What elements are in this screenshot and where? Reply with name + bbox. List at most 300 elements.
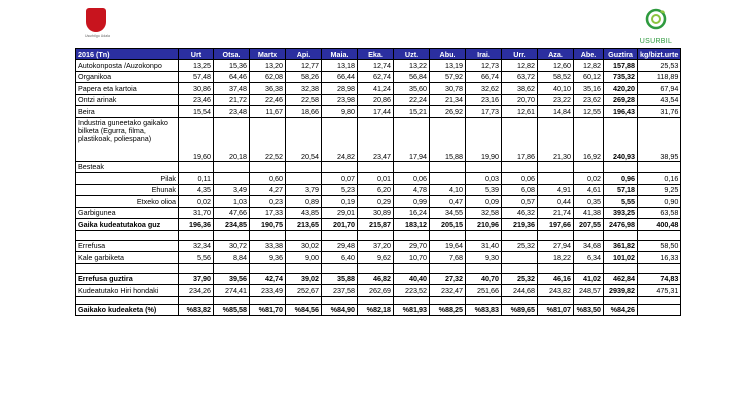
month-cell: 12,61 — [502, 106, 538, 118]
month-cell: 29,48 — [322, 240, 358, 252]
month-cell — [322, 263, 358, 273]
month-cell: 215,87 — [358, 219, 394, 231]
row-label — [76, 230, 179, 240]
table-row — [76, 161, 681, 173]
column-header: Irai. — [466, 49, 502, 60]
month-cell — [286, 263, 322, 273]
leaf-ring-icon — [645, 8, 667, 30]
month-cell: 26,92 — [430, 106, 466, 118]
column-header: kg/bizt.urte — [638, 49, 681, 60]
month-cell — [214, 296, 250, 304]
month-cell: 37,90 — [179, 273, 214, 285]
month-cell: 36,38 — [250, 83, 286, 95]
month-cell: %82,18 — [358, 304, 394, 316]
month-cell: 0,60 — [250, 173, 286, 185]
table-row — [76, 207, 681, 219]
month-cell: 20,70 — [502, 94, 538, 106]
month-cell: 233,49 — [250, 285, 286, 297]
month-cell — [502, 161, 538, 173]
total-cell — [604, 230, 638, 240]
month-cell — [502, 230, 538, 240]
month-cell — [502, 252, 538, 264]
month-cell: 21,30 — [538, 117, 574, 161]
month-cell: 9,62 — [358, 252, 394, 264]
month-cell: 42,74 — [250, 273, 286, 285]
table-header-row — [76, 49, 681, 60]
month-cell: 56,84 — [394, 71, 430, 83]
total-cell: 393,25 — [604, 207, 638, 219]
month-cell: 23,46 — [179, 94, 214, 106]
month-cell: 58,52 — [538, 71, 574, 83]
month-cell: 25,32 — [502, 273, 538, 285]
month-cell: 9,00 — [286, 252, 322, 264]
row-label: Gaikako kudeaketa (%) — [76, 304, 179, 316]
month-cell: 27,32 — [430, 273, 466, 285]
month-cell: 11,67 — [250, 106, 286, 118]
total-cell: 361,82 — [604, 240, 638, 252]
month-cell — [538, 230, 574, 240]
month-cell: 8,84 — [214, 252, 250, 264]
month-cell: 40,70 — [466, 273, 502, 285]
month-cell — [466, 296, 502, 304]
month-cell: 0,02 — [574, 173, 604, 185]
month-cell: 18,66 — [286, 106, 322, 118]
month-cell: 20,86 — [358, 94, 394, 106]
per-capita-cell: 63,58 — [638, 207, 681, 219]
column-header: Uzt. — [394, 49, 430, 60]
per-capita-cell: 25,53 — [638, 60, 681, 72]
month-cell: 3,79 — [286, 184, 322, 196]
per-capita-cell: 118,89 — [638, 71, 681, 83]
month-cell: 31,40 — [466, 240, 502, 252]
month-cell: 32,38 — [286, 83, 322, 95]
month-cell — [179, 230, 214, 240]
month-cell — [466, 230, 502, 240]
month-cell: 7,68 — [430, 252, 466, 264]
month-cell: 27,94 — [538, 240, 574, 252]
month-cell: 17,73 — [466, 106, 502, 118]
month-cell: 0,07 — [322, 173, 358, 185]
month-cell: 210,96 — [466, 219, 502, 231]
row-label: Autokonposta /Auzokonpo — [76, 60, 179, 72]
per-capita-cell: 475,31 — [638, 285, 681, 297]
month-cell: 29,01 — [322, 207, 358, 219]
month-cell — [430, 263, 466, 273]
month-cell: 17,33 — [250, 207, 286, 219]
month-cell: 5,56 — [179, 252, 214, 264]
month-cell: 13,19 — [430, 60, 466, 72]
month-cell: 252,67 — [286, 285, 322, 297]
row-label: Kale garbiketa — [76, 252, 179, 264]
table-row — [76, 117, 681, 161]
month-cell: 34,55 — [430, 207, 466, 219]
table-row — [76, 230, 681, 240]
month-cell: 66,74 — [466, 71, 502, 83]
month-cell: 0,06 — [502, 173, 538, 185]
month-cell — [322, 161, 358, 173]
per-capita-cell: 31,76 — [638, 106, 681, 118]
month-cell — [214, 230, 250, 240]
month-cell: 39,56 — [214, 273, 250, 285]
total-cell: 462,84 — [604, 273, 638, 285]
month-cell: 66,44 — [322, 71, 358, 83]
total-cell: 420,20 — [604, 83, 638, 95]
month-cell: 35,16 — [574, 83, 604, 95]
row-label — [76, 263, 179, 273]
month-cell — [322, 296, 358, 304]
per-capita-cell: 0,90 — [638, 196, 681, 208]
month-cell: 205,15 — [430, 219, 466, 231]
month-cell: 37,20 — [358, 240, 394, 252]
month-cell: 12,77 — [286, 60, 322, 72]
per-capita-cell: 43,54 — [638, 94, 681, 106]
month-cell: 190,75 — [250, 219, 286, 231]
table-row — [76, 219, 681, 231]
total-cell: 196,43 — [604, 106, 638, 118]
month-cell: 0,01 — [358, 173, 394, 185]
month-cell — [430, 230, 466, 240]
month-cell: %84,90 — [322, 304, 358, 316]
row-label: Ehunak — [76, 184, 179, 196]
month-cell: 35,60 — [394, 83, 430, 95]
month-cell: 207,55 — [574, 219, 604, 231]
month-cell: 40,10 — [538, 83, 574, 95]
month-cell: 183,12 — [394, 219, 430, 231]
month-cell — [466, 161, 502, 173]
month-cell: 0,03 — [466, 173, 502, 185]
table-row — [76, 71, 681, 83]
waste-statistics-table — [75, 48, 681, 316]
month-cell — [538, 161, 574, 173]
month-cell: 243,82 — [538, 285, 574, 297]
month-cell: %85,58 — [214, 304, 250, 316]
per-capita-cell: 16,33 — [638, 252, 681, 264]
month-cell: %88,25 — [430, 304, 466, 316]
month-cell: %84,56 — [286, 304, 322, 316]
month-cell — [179, 161, 214, 173]
month-cell — [179, 296, 214, 304]
per-capita-cell — [638, 161, 681, 173]
month-cell — [538, 173, 574, 185]
per-capita-cell — [638, 304, 681, 316]
month-cell: 12,82 — [502, 60, 538, 72]
month-cell: 28,98 — [322, 83, 358, 95]
month-cell: 13,22 — [394, 60, 430, 72]
month-cell: 41,38 — [574, 207, 604, 219]
month-cell: 3,49 — [214, 184, 250, 196]
per-capita-cell: 400,48 — [638, 219, 681, 231]
row-label: Gaika kudeatutakoa guz — [76, 219, 179, 231]
month-cell: 31,70 — [179, 207, 214, 219]
month-cell: 0,89 — [286, 196, 322, 208]
total-cell: 57,18 — [604, 184, 638, 196]
month-cell: 15,36 — [214, 60, 250, 72]
month-cell: 16,24 — [394, 207, 430, 219]
row-label: Pilak — [76, 173, 179, 185]
month-cell: 60,12 — [574, 71, 604, 83]
month-cell: 21,34 — [430, 94, 466, 106]
table-row — [76, 296, 681, 304]
month-cell: 32,62 — [466, 83, 502, 95]
total-cell: 2939,82 — [604, 285, 638, 297]
month-cell: 232,47 — [430, 285, 466, 297]
month-cell: 237,58 — [322, 285, 358, 297]
month-cell: 33,38 — [250, 240, 286, 252]
month-cell — [394, 263, 430, 273]
month-cell: 4,35 — [179, 184, 214, 196]
month-cell — [574, 230, 604, 240]
month-cell: 41,24 — [358, 83, 394, 95]
month-cell: 46,16 — [538, 273, 574, 285]
month-cell: 6,20 — [358, 184, 394, 196]
month-cell: 0,02 — [179, 196, 214, 208]
month-cell — [358, 263, 394, 273]
month-cell: 43,85 — [286, 207, 322, 219]
month-cell: 46,82 — [358, 273, 394, 285]
month-cell: 4,78 — [394, 184, 430, 196]
month-cell: 23,62 — [574, 94, 604, 106]
month-cell: 18,22 — [538, 252, 574, 264]
month-cell: 251,66 — [466, 285, 502, 297]
total-cell: 0,96 — [604, 173, 638, 185]
month-cell: 64,46 — [214, 71, 250, 83]
total-cell — [604, 161, 638, 173]
column-header: Urt — [179, 49, 214, 60]
month-cell: 213,65 — [286, 219, 322, 231]
month-cell: 15,21 — [394, 106, 430, 118]
column-header: Api. — [286, 49, 322, 60]
month-cell: 24,82 — [322, 117, 358, 161]
column-header: Abe. — [574, 49, 604, 60]
month-cell: 262,69 — [358, 285, 394, 297]
table-row — [76, 83, 681, 95]
month-cell: 15,54 — [179, 106, 214, 118]
row-label — [76, 296, 179, 304]
month-cell: %83,83 — [466, 304, 502, 316]
per-capita-cell: 0,16 — [638, 173, 681, 185]
table-row — [76, 285, 681, 297]
row-label: Garbigunea — [76, 207, 179, 219]
table-row — [76, 184, 681, 196]
table-row — [76, 173, 681, 185]
month-cell: 9,36 — [250, 252, 286, 264]
month-cell: 19,60 — [179, 117, 214, 161]
month-cell: 4,91 — [538, 184, 574, 196]
month-cell: 15,88 — [430, 117, 466, 161]
month-cell: 30,86 — [179, 83, 214, 95]
month-cell: 0,06 — [394, 173, 430, 185]
month-cell — [286, 173, 322, 185]
table-row — [76, 263, 681, 273]
month-cell — [286, 230, 322, 240]
month-cell: 21,74 — [538, 207, 574, 219]
month-cell: 0,19 — [322, 196, 358, 208]
month-cell — [538, 263, 574, 273]
total-cell: 5,55 — [604, 196, 638, 208]
month-cell: 9,80 — [322, 106, 358, 118]
month-cell: 0,44 — [538, 196, 574, 208]
table-row — [76, 240, 681, 252]
month-cell — [394, 296, 430, 304]
month-cell — [250, 296, 286, 304]
row-label: Papera eta kartoia — [76, 83, 179, 95]
per-capita-cell: 67,94 — [638, 83, 681, 95]
month-cell: 12,73 — [466, 60, 502, 72]
month-cell — [214, 161, 250, 173]
month-cell: 19,64 — [430, 240, 466, 252]
month-cell: %81,93 — [394, 304, 430, 316]
month-cell: 0,11 — [179, 173, 214, 185]
month-cell: 62,08 — [250, 71, 286, 83]
month-cell — [286, 161, 322, 173]
month-cell: 0,99 — [394, 196, 430, 208]
row-label: Besteak — [76, 161, 179, 173]
month-cell: 12,74 — [358, 60, 394, 72]
month-cell: %89,65 — [502, 304, 538, 316]
month-cell: 13,20 — [250, 60, 286, 72]
month-cell — [430, 296, 466, 304]
per-capita-cell: 58,50 — [638, 240, 681, 252]
month-cell: 29,70 — [394, 240, 430, 252]
row-label: Organikoa — [76, 71, 179, 83]
table-row — [76, 60, 681, 72]
month-cell — [358, 161, 394, 173]
total-cell: %84,26 — [604, 304, 638, 316]
row-label: Errefusa — [76, 240, 179, 252]
brand-name: USURBIL — [639, 38, 673, 45]
month-cell: 234,26 — [179, 285, 214, 297]
month-cell: 23,22 — [538, 94, 574, 106]
month-cell: 17,44 — [358, 106, 394, 118]
municipal-crest-logo — [85, 8, 110, 46]
month-cell: 22,58 — [286, 94, 322, 106]
month-cell: 32,58 — [466, 207, 502, 219]
table-row — [76, 94, 681, 106]
month-cell: 13,18 — [322, 60, 358, 72]
usurbil-brand-logo — [633, 8, 679, 48]
column-header: Otsa. — [214, 49, 250, 60]
month-cell: 38,62 — [502, 83, 538, 95]
month-cell — [358, 230, 394, 240]
crest-icon — [86, 8, 106, 32]
month-cell: 30,72 — [214, 240, 250, 252]
month-cell: 39,02 — [286, 273, 322, 285]
column-header: Martx — [250, 49, 286, 60]
month-cell: 41,02 — [574, 273, 604, 285]
month-cell: 35,88 — [322, 273, 358, 285]
table-row — [76, 252, 681, 264]
month-cell: 5,23 — [322, 184, 358, 196]
month-cell: 196,36 — [179, 219, 214, 231]
month-cell — [179, 263, 214, 273]
month-cell: 19,90 — [466, 117, 502, 161]
month-cell: %81,07 — [538, 304, 574, 316]
month-cell: 32,34 — [179, 240, 214, 252]
month-cell — [466, 263, 502, 273]
month-cell: 17,94 — [394, 117, 430, 161]
per-capita-cell: 38,95 — [638, 117, 681, 161]
month-cell: 30,89 — [358, 207, 394, 219]
month-cell: 12,55 — [574, 106, 604, 118]
column-header: Eka. — [358, 49, 394, 60]
month-cell: 0,23 — [250, 196, 286, 208]
month-cell: 21,72 — [214, 94, 250, 106]
total-cell: 101,02 — [604, 252, 638, 264]
month-cell — [250, 230, 286, 240]
month-cell: 0,47 — [430, 196, 466, 208]
crest-caption: Usurbilgo Udala — [85, 34, 110, 38]
month-cell: 4,27 — [250, 184, 286, 196]
month-cell: 25,32 — [502, 240, 538, 252]
month-cell: 4,10 — [430, 184, 466, 196]
month-cell — [502, 296, 538, 304]
month-cell: 274,41 — [214, 285, 250, 297]
month-cell — [214, 263, 250, 273]
column-header: Urr. — [502, 49, 538, 60]
column-header: Abu. — [430, 49, 466, 60]
month-cell: 58,26 — [286, 71, 322, 83]
month-cell: 0,09 — [466, 196, 502, 208]
month-cell: 244,68 — [502, 285, 538, 297]
month-cell: %83,82 — [179, 304, 214, 316]
per-capita-cell: 9,25 — [638, 184, 681, 196]
month-cell: 0,29 — [358, 196, 394, 208]
month-cell: 63,72 — [502, 71, 538, 83]
total-cell: 735,32 — [604, 71, 638, 83]
per-capita-cell — [638, 230, 681, 240]
total-cell: 2476,98 — [604, 219, 638, 231]
month-cell: 57,48 — [179, 71, 214, 83]
total-cell — [604, 296, 638, 304]
month-cell — [250, 263, 286, 273]
per-capita-cell: 74,83 — [638, 273, 681, 285]
month-cell: 47,66 — [214, 207, 250, 219]
month-cell: 20,18 — [214, 117, 250, 161]
month-cell — [538, 296, 574, 304]
month-cell: %81,70 — [250, 304, 286, 316]
month-cell: %83,50 — [574, 304, 604, 316]
per-capita-cell — [638, 263, 681, 273]
row-label: Errefusa guztira — [76, 273, 179, 285]
month-cell: 6,08 — [502, 184, 538, 196]
month-cell: 5,39 — [466, 184, 502, 196]
column-header: Guztira — [604, 49, 638, 60]
month-cell: 6,34 — [574, 252, 604, 264]
row-label: Ontzi arinak — [76, 94, 179, 106]
month-cell: 248,57 — [574, 285, 604, 297]
month-cell: 22,52 — [250, 117, 286, 161]
month-cell: 22,46 — [250, 94, 286, 106]
month-cell: 9,30 — [466, 252, 502, 264]
month-cell: 23,98 — [322, 94, 358, 106]
month-cell — [394, 161, 430, 173]
month-cell — [502, 263, 538, 273]
month-cell: 23,47 — [358, 117, 394, 161]
month-cell — [250, 161, 286, 173]
month-cell: 30,02 — [286, 240, 322, 252]
month-cell — [574, 161, 604, 173]
month-cell: 12,60 — [538, 60, 574, 72]
month-cell — [322, 230, 358, 240]
table-row — [76, 273, 681, 285]
table-row — [76, 304, 681, 316]
month-cell: 23,16 — [466, 94, 502, 106]
month-cell: 16,92 — [574, 117, 604, 161]
month-cell — [574, 296, 604, 304]
row-label: Etxeko olioa — [76, 196, 179, 208]
month-cell: 6,40 — [322, 252, 358, 264]
month-cell: 20,54 — [286, 117, 322, 161]
